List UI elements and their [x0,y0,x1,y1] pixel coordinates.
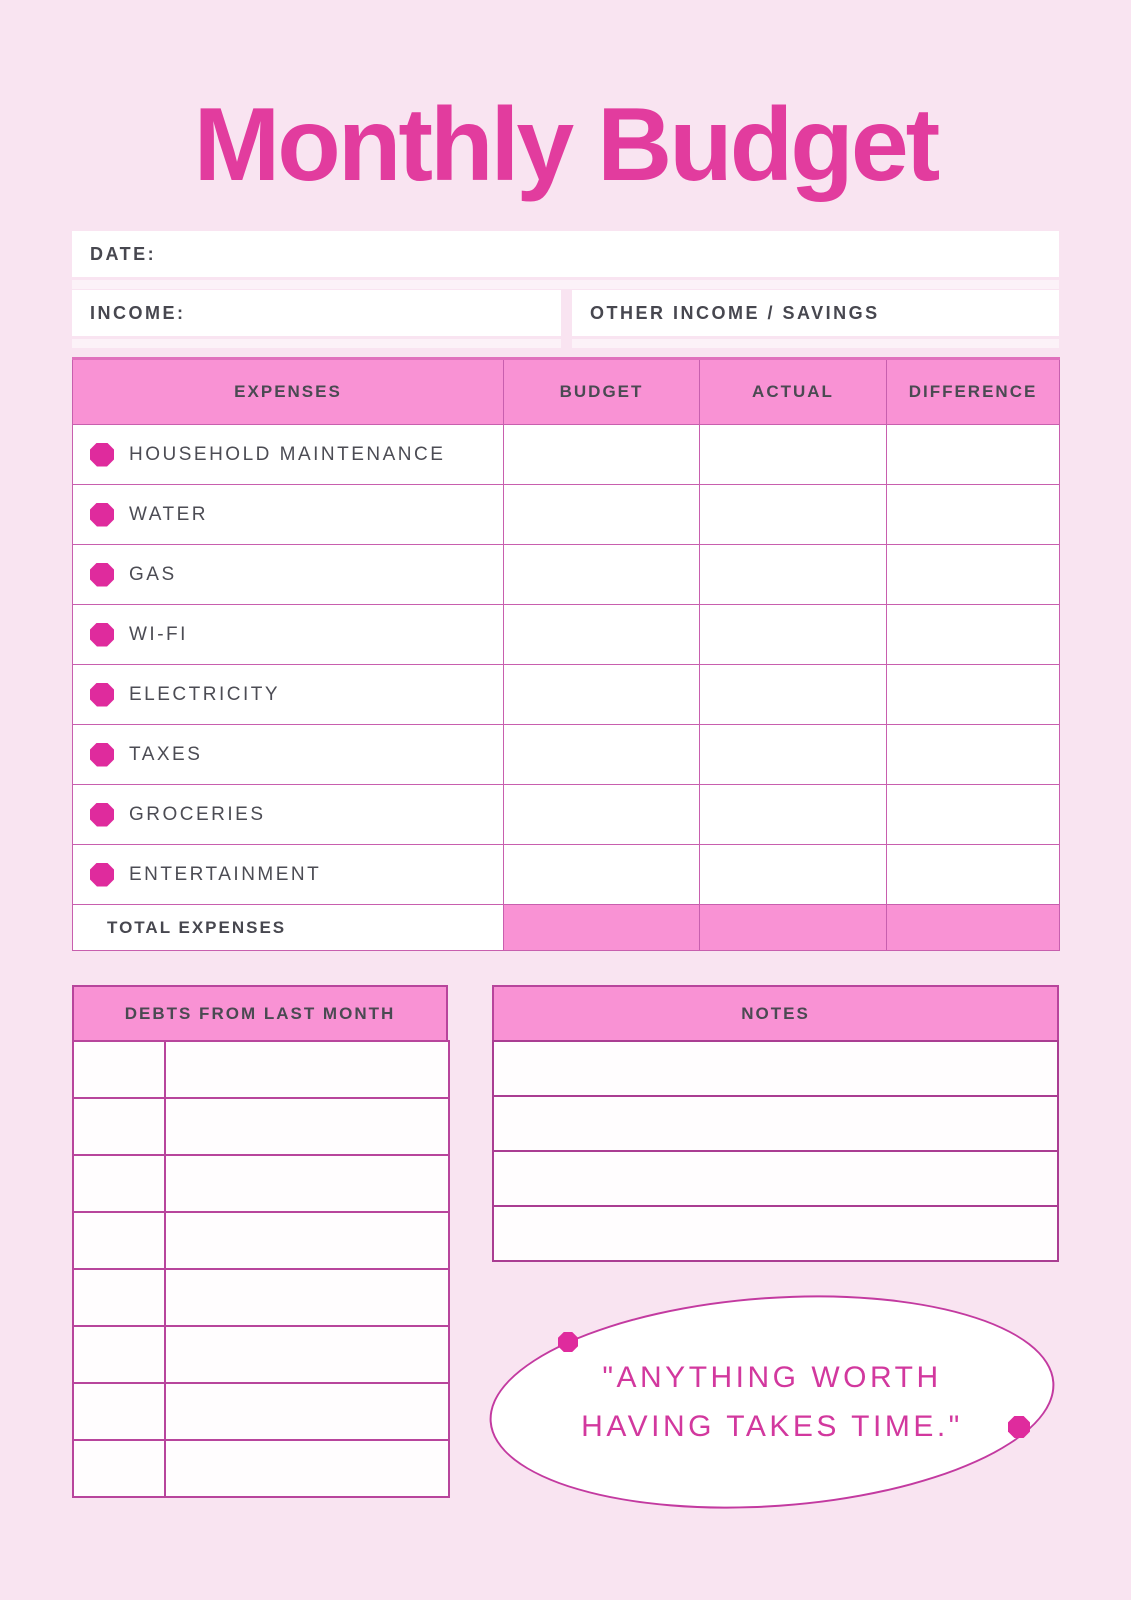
debts-panel-header [72,985,448,1042]
budget-column-header: BUDGET [504,359,700,425]
income-underline [72,339,561,348]
notes-line[interactable] [492,1205,1059,1262]
expense-row-household-maintenance [73,425,1060,485]
expense-row-label: GROCERIES [129,803,266,825]
budget-input-cell[interactable] [504,605,700,665]
difference-input-cell[interactable] [887,605,1060,665]
difference-input-cell[interactable] [887,665,1060,725]
notes-body [492,1040,1059,1262]
debt-description-cell[interactable] [165,1269,449,1326]
quote-line-1: "ANYTHING WORTH [602,1360,942,1394]
budget-input-cell[interactable] [504,425,700,485]
expense-label-cell [73,845,504,905]
debts-row [73,1098,449,1155]
notes-panel-header [492,985,1059,1042]
total-budget-cell[interactable] [504,905,700,951]
debt-description-cell[interactable] [165,1212,449,1269]
expense-row-label: GAS [129,563,177,585]
actual-column-header: ACTUAL [700,359,887,425]
debt-amount-cell[interactable] [73,1326,165,1383]
difference-input-cell[interactable] [887,425,1060,485]
expense-row-groceries [73,785,1060,845]
date-label: DATE: [90,243,157,264]
expense-label-cell [73,725,504,785]
total-expenses-row [73,905,1060,951]
debt-amount-cell[interactable] [73,1383,165,1440]
budget-input-cell[interactable] [504,725,700,785]
expense-label-cell [73,485,504,545]
actual-input-cell[interactable] [700,785,887,845]
debt-amount-cell[interactable] [73,1041,165,1098]
debt-amount-cell[interactable] [73,1212,165,1269]
debts-panel-title: DEBTS FROM LAST MONTH [124,1003,396,1023]
debt-description-cell[interactable] [165,1041,449,1098]
date-field[interactable] [72,231,1059,277]
debt-amount-cell[interactable] [73,1269,165,1326]
debt-description-cell[interactable] [165,1098,449,1155]
difference-input-cell[interactable] [887,785,1060,845]
expense-row-electricity [73,665,1060,725]
expense-row-entertainment [73,845,1060,905]
expense-row-gas [73,545,1060,605]
bullet-icon [90,743,114,767]
bullet-icon [90,683,114,707]
actual-input-cell[interactable] [700,725,887,785]
bullet-icon [90,443,114,467]
bullet-icon [90,803,114,827]
expenses-column-header: EXPENSES [73,359,504,425]
expense-label-cell [73,605,504,665]
budget-input-cell[interactable] [504,485,700,545]
budget-input-cell[interactable] [504,665,700,725]
expense-row-label: ENTERTAINMENT [129,863,322,885]
notes-line[interactable] [492,1095,1059,1152]
actual-input-cell[interactable] [700,845,887,905]
debts-row [73,1041,449,1098]
debt-description-cell[interactable] [165,1326,449,1383]
other-income-field[interactable] [572,290,1059,336]
quote-line-2: HAVING TAKES TIME." [581,1410,963,1443]
page-title: Monthly Budget [193,87,938,203]
debt-amount-cell[interactable] [73,1440,165,1497]
income-label: INCOME: [90,302,186,323]
debts-row [73,1383,449,1440]
expense-row-label: ELECTRICITY [129,683,281,705]
ellipse-dot-left-icon [558,1332,578,1352]
expense-label-cell [73,665,504,725]
difference-input-cell[interactable] [887,845,1060,905]
debts-row [73,1269,449,1326]
date-underline [72,280,1059,289]
actual-input-cell[interactable] [700,545,887,605]
notes-line[interactable] [492,1040,1059,1097]
other-income-label: OTHER INCOME / SAVINGS [590,302,880,323]
bullet-icon [90,863,114,887]
expense-row-label: WATER [129,503,208,525]
expense-table [72,357,1060,951]
bullet-icon [90,623,114,647]
expense-row-label: TAXES [129,743,203,765]
budget-input-cell[interactable] [504,845,700,905]
expense-row-water [73,485,1060,545]
expense-row-label: WI-FI [129,623,188,645]
expense-row-taxes [73,725,1060,785]
total-expenses-label: TOTAL EXPENSES [73,905,504,951]
total-actual-cell[interactable] [700,905,887,951]
difference-input-cell[interactable] [887,545,1060,605]
notes-panel-title: NOTES [741,1003,810,1023]
difference-input-cell[interactable] [887,725,1060,785]
actual-input-cell[interactable] [700,425,887,485]
debts-row [73,1326,449,1383]
debts-row [73,1440,449,1497]
expense-header-row [73,359,1060,425]
debts-table [72,1040,450,1498]
total-difference-cell[interactable] [887,905,1060,951]
debt-amount-cell[interactable] [73,1098,165,1155]
quote-text [489,1297,1055,1507]
debt-description-cell[interactable] [165,1155,449,1212]
expense-label-cell [73,425,504,485]
actual-input-cell[interactable] [700,605,887,665]
bullet-icon [90,563,114,587]
income-field[interactable] [72,290,561,336]
difference-column-header: DIFFERENCE [887,359,1060,425]
actual-input-cell[interactable] [700,665,887,725]
actual-input-cell[interactable] [700,485,887,545]
ellipse-dot-right-icon [1008,1416,1030,1438]
budget-input-cell[interactable] [504,785,700,845]
expense-row-label: HOUSEHOLD MAINTENANCE [129,443,446,465]
budget-input-cell[interactable] [504,545,700,605]
debt-amount-cell[interactable] [73,1155,165,1212]
debt-description-cell[interactable] [165,1383,449,1440]
other-income-underline [572,339,1059,348]
expense-label-cell [73,785,504,845]
debts-row [73,1212,449,1269]
expense-row-wifi [73,605,1060,665]
expense-label-cell [73,545,504,605]
bullet-icon [90,503,114,527]
notes-line[interactable] [492,1150,1059,1207]
debt-description-cell[interactable] [165,1440,449,1497]
debts-row [73,1155,449,1212]
difference-input-cell[interactable] [887,485,1060,545]
